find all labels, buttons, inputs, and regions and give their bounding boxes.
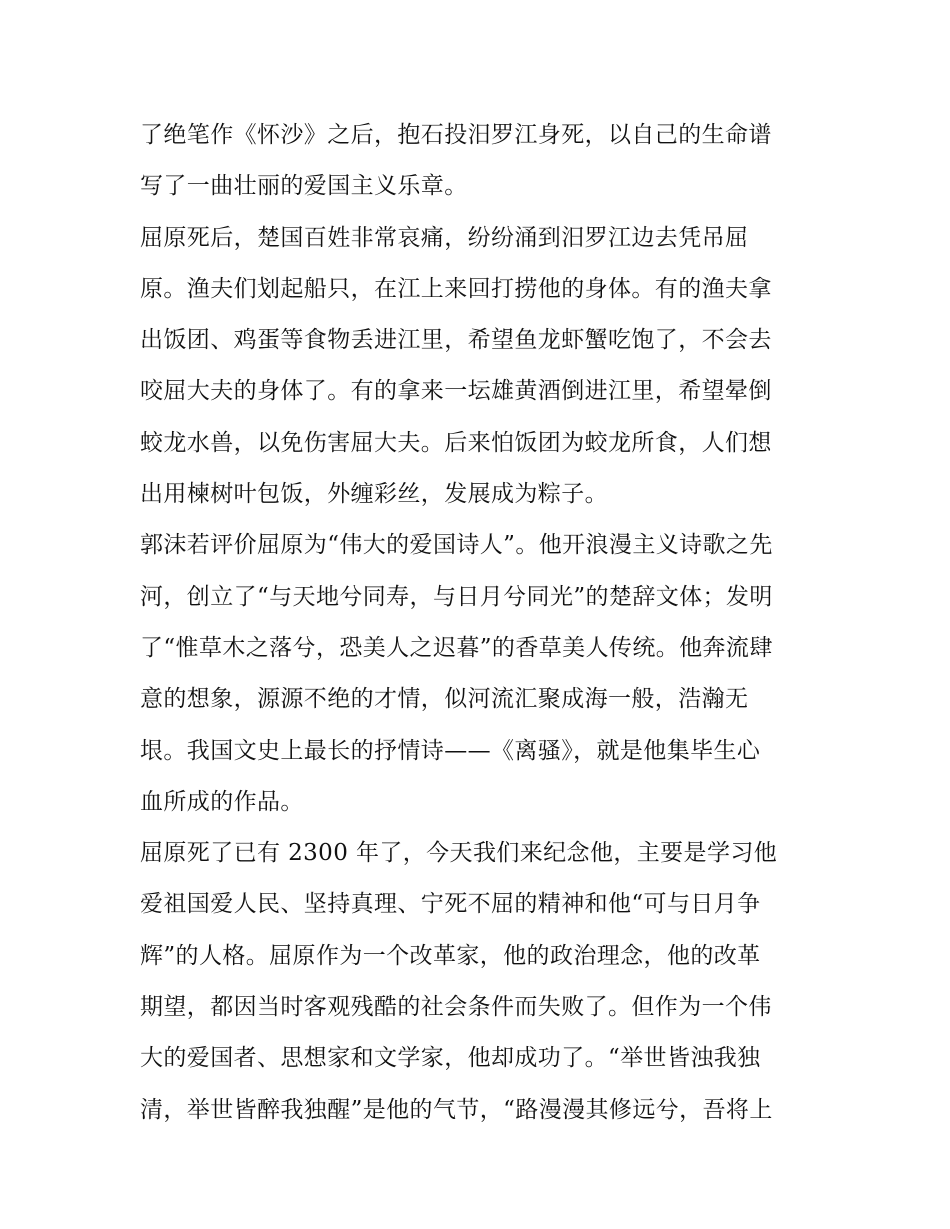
text-line: 出用楝树叶包饭，外缠彩丝，发展成为粽子。 — [140, 481, 608, 508]
text-line: 血所成的作品。 — [140, 788, 304, 815]
text-line: 了“惟草木之落兮，恐美人之迟暮”的香草美人传统。他奔流肆 — [140, 634, 773, 661]
text-line: 写了一曲壮丽的爱国主义乐章。 — [140, 173, 468, 200]
text-line: 大的爱国者、思想家和文学家，他却成功了。“举世皆浊我独 — [140, 1045, 761, 1072]
text-line: 郭沫若评价屈原为“伟大的爱国诗人”。他开浪漫主义诗歌之先 — [140, 532, 773, 559]
text-line: 清，举世皆醉我独醒”是他的气节，“路漫漫其修远兮，吾将上 — [140, 1096, 773, 1123]
text-line: 期望，都因当时客观残酷的社会条件而失败了。但作为一个伟 — [140, 994, 772, 1021]
text-line: 屈原死后，楚国百姓非常哀痛，纷纷涌到汨罗江边去凭吊屈 — [140, 224, 749, 251]
text-line: 咬屈大夫的身体了。有的拿来一坛雄黄酒倒进江里，希望晕倒 — [140, 378, 772, 405]
text-line: 出饭团、鸡蛋等食物丢进江里，希望鱼龙虾蟹吃饱了，不会去 — [140, 327, 772, 354]
text-line: 河，创立了“与天地兮同寿，与日月兮同光”的楚辞文体；发明 — [140, 583, 773, 610]
text-line: 垠。我国文史上最长的抒情诗——《离骚》，就是他集毕生心 — [140, 737, 761, 764]
text-line: 原。渔夫们划起船只，在江上来回打捞他的身体。有的渔夫拿 — [140, 275, 772, 302]
text-line: 辉”的人格。屈原作为一个改革家，他的政治理念，他的改革 — [140, 942, 761, 969]
text-line: 了绝笔作《怀沙》之后，抱石投汨罗江身死，以自己的生命谱 — [140, 122, 772, 148]
body-text — [140, 110, 812, 1136]
text-line: 蛟龙水兽，以免伤害屈大夫。后来怕饭团为蛟龙所食，人们想 — [140, 429, 772, 456]
text-line: 意的想象，源源不绝的才情，似河流汇聚成海一般，浩瀚无 — [140, 686, 749, 713]
text-line: 爱祖国爱人民、坚持真理、宁死不屈的精神和他“可与日月争 — [140, 891, 761, 918]
text-line: 屈原死了已有 2300 年了，今天我们来纪念他，主要是学习他 — [140, 840, 778, 867]
